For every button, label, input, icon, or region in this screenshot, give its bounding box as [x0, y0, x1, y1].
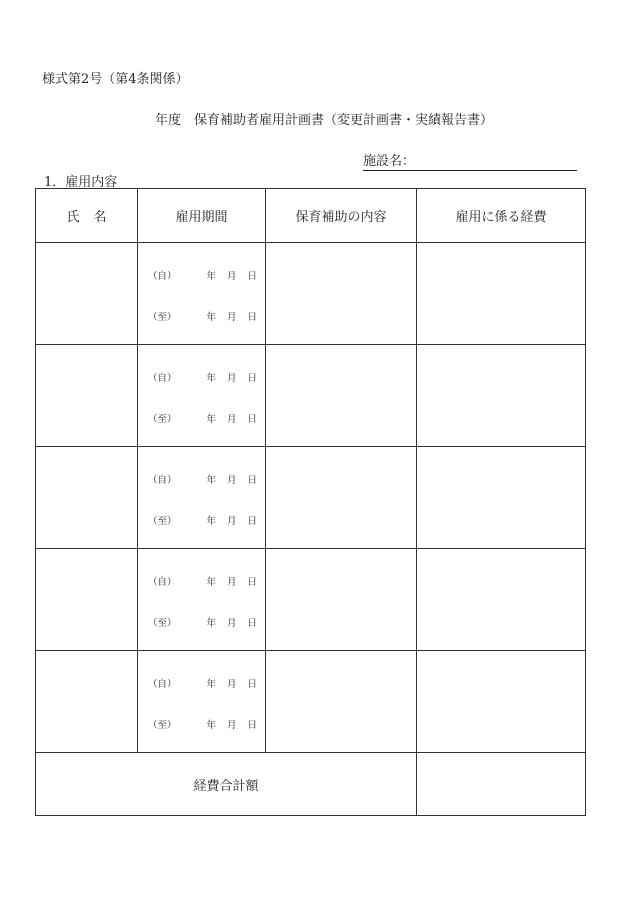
section-heading: 1．雇用内容: [44, 175, 118, 190]
year-label: 年: [206, 618, 216, 629]
name-cell[interactable]: [36, 651, 138, 753]
period-cell[interactable]: [138, 447, 266, 549]
day-label: 日: [247, 516, 257, 527]
period-from-label: （自）: [148, 577, 177, 588]
form-number: 様式第2号（第4条関係）: [42, 72, 189, 87]
period-cell[interactable]: [138, 549, 266, 651]
table-row: [36, 243, 586, 345]
cost-cell[interactable]: [417, 243, 586, 345]
month-label: 月: [226, 475, 237, 486]
content-cell[interactable]: [266, 345, 417, 447]
year-label: 年: [206, 414, 216, 425]
table-row: [36, 345, 586, 447]
header-period: 雇用期間: [138, 189, 266, 243]
content-cell[interactable]: [266, 549, 417, 651]
period-to-line: [148, 309, 257, 323]
header-name: [36, 189, 138, 243]
content-cell[interactable]: [266, 243, 417, 345]
period-from-line: [148, 574, 257, 588]
period-to-line: [148, 411, 257, 425]
period-from-label: （自）: [148, 373, 177, 384]
header-name-part-1: 氏: [66, 210, 80, 225]
name-cell[interactable]: [36, 549, 138, 651]
title-main: 保育補助者雇用計画書（変更計画書・実績報告書）: [194, 113, 494, 128]
period-from-line: [148, 370, 257, 384]
year-label: 年: [206, 271, 216, 282]
name-cell[interactable]: [36, 447, 138, 549]
period-to-line: [148, 615, 257, 629]
employment-table: [35, 188, 586, 816]
day-label: 日: [247, 312, 257, 323]
year-label: 年: [206, 516, 216, 527]
period-cell[interactable]: [138, 243, 266, 345]
month-label: 月: [226, 720, 237, 731]
header-cost: 雇用に係る経費: [417, 189, 586, 243]
day-label: 日: [247, 720, 257, 731]
period-to-label: （至）: [148, 312, 177, 323]
period-cell[interactable]: [138, 651, 266, 753]
year-label: 年: [206, 577, 216, 588]
name-cell[interactable]: [36, 345, 138, 447]
header-name-part-2: 名: [93, 210, 107, 225]
facility-name-label: 施設名：: [363, 150, 415, 171]
period-from-line: [148, 472, 257, 486]
day-label: 日: [247, 618, 257, 629]
table-row: [36, 549, 586, 651]
period-to-line: [148, 513, 257, 527]
header-content: 保育補助の内容: [266, 189, 417, 243]
period-to-line: [148, 717, 257, 731]
facility-name-field[interactable]: [363, 150, 577, 171]
day-label: 日: [247, 577, 257, 588]
table-body: [36, 243, 586, 753]
name-cell[interactable]: [36, 243, 138, 345]
period-to-label: （至）: [148, 516, 177, 527]
title-year-word: 年度: [155, 113, 182, 128]
year-label: 年: [206, 679, 216, 690]
day-label: 日: [247, 679, 257, 690]
period-from-label: （自）: [148, 475, 177, 486]
content-cell[interactable]: [266, 651, 417, 753]
table-row: [36, 651, 586, 753]
period-to-label: （至）: [148, 720, 177, 731]
period-to-label: （至）: [148, 618, 177, 629]
year-label: 年: [206, 373, 216, 384]
month-label: 月: [226, 679, 237, 690]
year-label: 年: [206, 720, 216, 731]
period-from-line: [148, 676, 257, 690]
day-label: 日: [247, 271, 257, 282]
month-label: 月: [226, 618, 237, 629]
month-label: 月: [226, 312, 237, 323]
document-title: [155, 109, 493, 128]
total-amount-cell[interactable]: [417, 753, 586, 816]
month-label: 月: [226, 577, 237, 588]
cost-cell[interactable]: [417, 651, 586, 753]
cost-cell[interactable]: [417, 447, 586, 549]
month-label: 月: [226, 271, 237, 282]
year-label: 年: [206, 475, 216, 486]
day-label: 日: [247, 373, 257, 384]
cost-cell[interactable]: [417, 549, 586, 651]
period-from-label: （自）: [148, 271, 177, 282]
month-label: 月: [226, 516, 237, 527]
year-label: 年: [206, 312, 216, 323]
total-label: 経費合計額: [36, 753, 417, 816]
month-label: 月: [226, 373, 237, 384]
cost-cell[interactable]: [417, 345, 586, 447]
month-label: 月: [226, 414, 237, 425]
day-label: 日: [247, 475, 257, 486]
content-cell[interactable]: [266, 447, 417, 549]
day-label: 日: [247, 414, 257, 425]
period-from-line: [148, 268, 257, 282]
total-row: [36, 753, 586, 816]
table-header-row: [36, 189, 586, 243]
table-row: [36, 447, 586, 549]
period-from-label: （自）: [148, 679, 177, 690]
facility-name-blank[interactable]: [415, 155, 577, 171]
period-to-label: （至）: [148, 414, 177, 425]
period-cell[interactable]: [138, 345, 266, 447]
